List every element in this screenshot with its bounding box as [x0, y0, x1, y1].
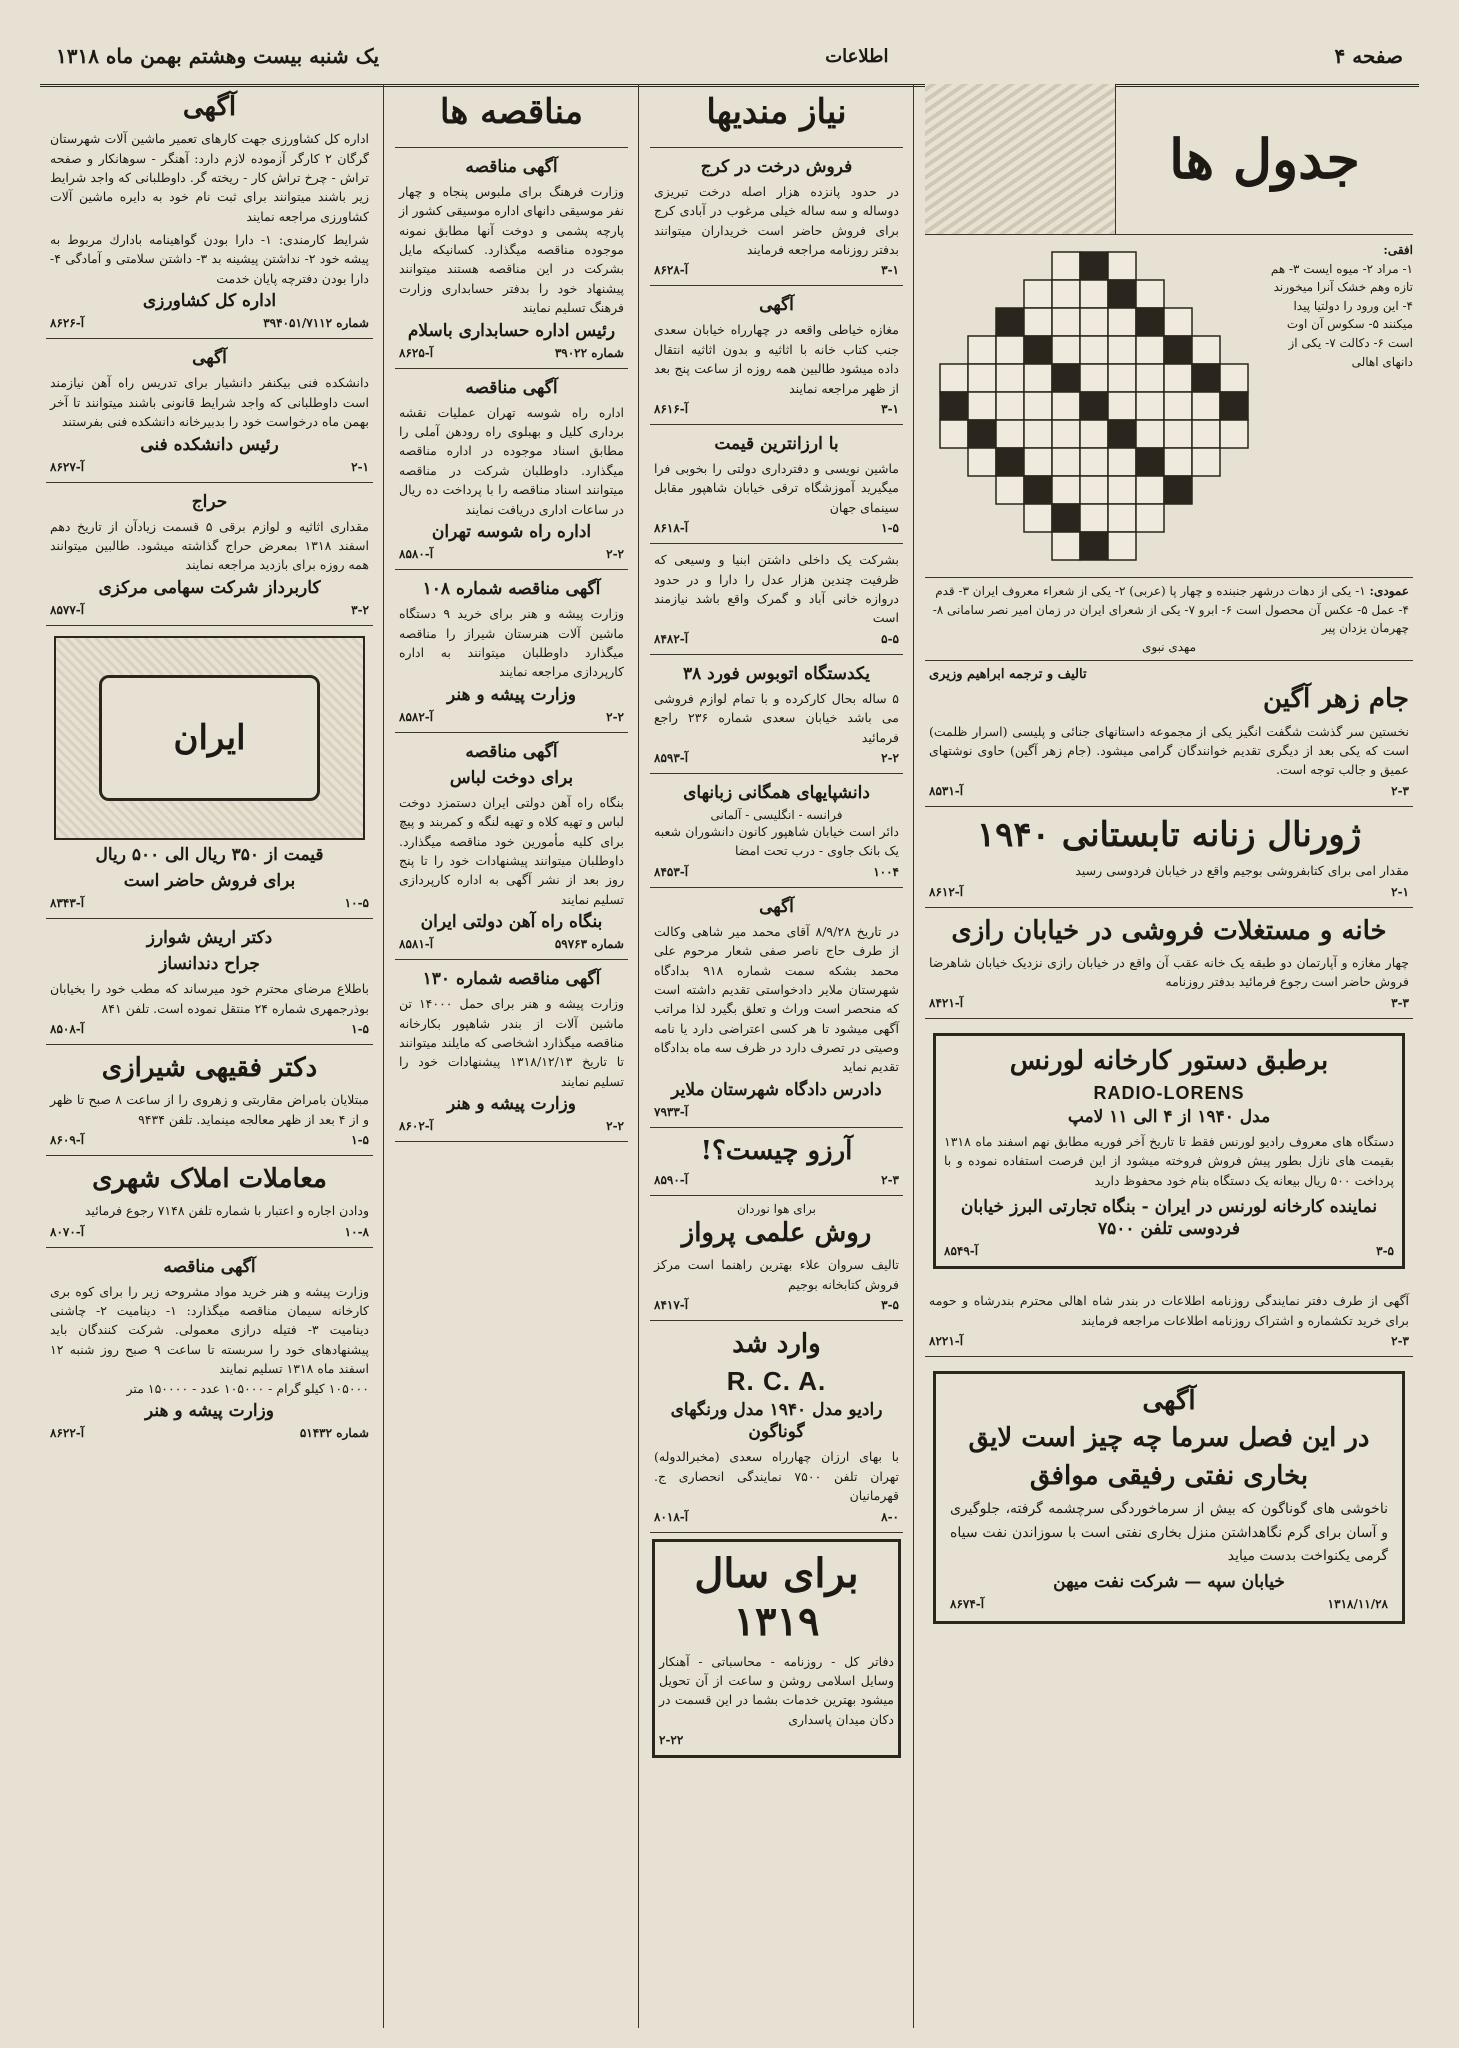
- ad-warehouse-num: ۵-۵: [881, 631, 899, 646]
- ad-agriculture-conditions: شرایط کارمندی: ۱- دارا بودن گواهینامه بادارك مربوط به پیشه خود ۲- نداشتن پیشینه بد ۳- داشتن سلامتی و آمادگی ۴- دارا بودن دفترچه پایان خدمت: [50, 232, 369, 286]
- tender-108-num: ۲-۲: [606, 709, 624, 724]
- ad-rca-radio: [650, 1321, 903, 1533]
- ad-auction-footer: کاربرداز شرکت سهامی مرکزی: [98, 577, 321, 598]
- crossword-cell: [1192, 336, 1220, 364]
- ad-court-notice-title: آگهی: [759, 896, 794, 917]
- crossword-title: جدول ها: [1169, 127, 1360, 191]
- crossword-cell: [1108, 364, 1136, 392]
- crossword-cell: [1136, 392, 1164, 420]
- ad-flight-book: [650, 1196, 903, 1321]
- crossword-credit: مهدی نبوی: [1141, 639, 1197, 654]
- crossword-cell: [1108, 448, 1136, 476]
- crossword-cell: [1108, 336, 1136, 364]
- crossword-cell: [996, 476, 1024, 504]
- tender-culture-title: آگهی مناقصه: [465, 156, 558, 177]
- crossword-cell: [1136, 308, 1164, 336]
- ad-dentist-title: دکتر اریش شوارز: [146, 928, 273, 949]
- crossword-grid: [925, 241, 1263, 571]
- ad-heater: [925, 1357, 1413, 1640]
- column-1: [919, 84, 1419, 2028]
- ad-warehouse-text: بشرکت یک داخلی داشتن ابنیا و وسیعی که ظرفیت چندین هزار عدل را دارا و در حدود دروازه خانی آباد و گمرک واقع باشد نیازمند است: [654, 552, 899, 626]
- ad-rca-radio-title: وارد شد: [732, 1329, 821, 1360]
- down-clues: [925, 578, 1413, 661]
- crossword-cell: [1024, 308, 1052, 336]
- page-number: صفحه ۴: [1334, 44, 1403, 68]
- crossword-cell: [1192, 364, 1220, 392]
- crossword-cell: [996, 336, 1024, 364]
- crossword-cell: [1108, 476, 1136, 504]
- ad-rca-radio-num: ۸-۰: [881, 1509, 899, 1524]
- ad-languages: [650, 774, 903, 888]
- crossword-cell: [1108, 308, 1136, 336]
- ad-dentist-text: باطلاع مرضای محترم خود میرساند که مطب خود را بخیابان بوذرجمهری شماره ۲۴ منتقل نموده است. تلفن ۸۴۱: [50, 981, 369, 1016]
- ad-carriage-code: آ-۸۳۴۳: [50, 896, 85, 911]
- crossword-cell: [1220, 392, 1248, 420]
- tender-culture: [395, 148, 628, 369]
- ad-jam-zahr-author: تالیف و ترجمه ابراهیم وزیری: [929, 667, 1087, 683]
- ad-radio-lorens-title: برطبق دستور کارخانه لورنس: [1009, 1045, 1329, 1076]
- crossword-cell: [1136, 420, 1164, 448]
- ad-radio-lorens-text: دستگاه های معروف رادیو لورنس فقط تا تاریخ آخر فوریه مطابق نهم اسفند ماه ۱۳۱۸ بقیمت های نازل بطور پیش فروش فروخته میشود از این فرصت استفاده نموده و با پرداخت ۵۰۰ ریال بیعانه یک دستگاه بنام خود محفوظ دارید: [944, 1134, 1394, 1188]
- ad-dentist: [46, 919, 373, 1045]
- ad-bus-num: ۲-۲: [881, 750, 899, 765]
- crossword-header: [925, 84, 1413, 235]
- ad-languages-sub: فرانسه - انگلیسی - آلمانی: [710, 808, 843, 823]
- crossword-cell: [968, 392, 996, 420]
- tender-roads-num: ۲-۲: [606, 547, 624, 562]
- ad-typing-school-num: ۱-۵: [881, 521, 899, 536]
- tender-culture-text: وزارت فرهنگ برای ملبوس پنجاه و چهار نفر موسیقی دانهای اداره موسیقی کشور از پارچه پشمی و دوخت آنها مطابق نمونه موجوده مناقصه میگذارد. کسانیکه مایل بشرکت در این مناقصه هستند میتوانند پیشنهاد خود را بدفتر حسابداری وزارت فرهنگ تسلیم نمایند: [399, 183, 624, 316]
- crossword-cell: [1024, 504, 1052, 532]
- crossword-cell: [940, 392, 968, 420]
- ad-tailor-shop-title: آگهی: [759, 295, 794, 316]
- tender-130-code: آ-۸۶۰۲: [399, 1119, 434, 1134]
- crossword-cell: [1024, 392, 1052, 420]
- crossword-cell: [1080, 280, 1108, 308]
- ad-flight-book-num: ۳-۵: [881, 1298, 899, 1313]
- crossword-cell: [1052, 476, 1080, 504]
- ad-jam-zahr: [925, 661, 1413, 806]
- crossword-cell: [996, 364, 1024, 392]
- down-label: عمودی:: [1369, 584, 1409, 598]
- crossword-cell: [1080, 448, 1108, 476]
- ad-typing-school-title: با ارزانترین قیمت: [714, 433, 839, 454]
- ad-tech-faculty-footer: رئیس دانشکده فنی: [140, 434, 279, 455]
- ad-auction: [46, 483, 373, 626]
- ad-agriculture-text: اداره کل کشاورزی جهت کارهای تعمیر ماشین آلات شهرستان گرگان ۲ کارگر آزموده لازم دارد: آهنگر - سوهانکار و صفحه تراش - چرخ تراش کار - ریخته گر. داوطلبانی که واجد شرایط زیر باشند میتوانند برای ثبت نام خود به دایره ماشین آلات کشاورزی مراجعه نمایند: [50, 131, 369, 224]
- tender-roads: [395, 369, 628, 570]
- ad-real-estate: [46, 1156, 373, 1248]
- tender-cement-footer: وزارت پیشه و هنر: [145, 1400, 274, 1421]
- crossword-cell: [1108, 280, 1136, 308]
- ad-court-notice-footer: دادرس دادگاه شهرستان ملایر: [671, 1079, 882, 1100]
- crossword-cell: [1052, 504, 1080, 532]
- across-text: ۱- مراد ۲- میوه ایست ۳- هم تازه وهم خشک آنرا میخورند ۴- این ورود را دولتیا پیدا میکنند ۵- سکوس آن اوت است ۶- دکالت ۷- یکی از دانهای اهالی: [1270, 261, 1413, 369]
- ad-rca-radio-sub: رادیو مدل ۱۹۴۰ مدل ورنگهای گوناگون: [670, 1400, 883, 1443]
- ad-year-1319: [652, 1539, 901, 1759]
- ad-jam-zahr-text: نخستین سر گذشت شگفت انگیز یکی از مجموعه داستانهای جنائی و پلیسی (اسرار ظلمت) است که یکی بعد از دیگری تقدیم خوانندگان گرامی میشود. (جام زهر آگین) حاوی نوشتهای عمیق و جالب توجه است.: [929, 723, 1409, 778]
- tender-cement: [46, 1248, 373, 1448]
- ad-court-notice-text: در تاریخ ۸/۹/۲۸ آقای محمد میر شاهی وکالت از طرف حاج ناصر صفی شعار مرحوم علی محمد بشکه سمت شماره ۹۱۸ بدادگاه شهرستان ملایر دادخواستی تقدیم داشته است که منحصر است وراث و تعلق بگیرد لذا مراتب آگهی میشود تا هر کسی اعتراضی دارد یا نامه وصیتی در تصرف دارد در ظرف سه ماه بدادگاه تقدیم نماید: [654, 923, 900, 1075]
- ad-dentist-code: آ-۸۵۰۸: [50, 1022, 85, 1037]
- ad-journal-code: آ-۸۶۱۲: [929, 884, 964, 899]
- tender-clothing-title: آگهی مناقصه: [465, 741, 558, 762]
- ad-heater-text: ناخوشی های گوناگون که بیش از سرماخوردگی سرچشمه گرفته، جلوگیری و آسان برای گرم نگاهداشتن منزل بخاری نفتی است با سوزاندن نفت سیاه گرمی یکنواخت بدست میاید: [950, 1500, 1388, 1565]
- crossword-cell: [1052, 420, 1080, 448]
- column-3: [389, 84, 634, 2028]
- crossword-cell: [1108, 504, 1136, 532]
- ad-real-estate-code: آ-۸۰۷۰: [50, 1224, 85, 1239]
- ad-typing-school: [650, 425, 903, 544]
- crossword-cell: [1024, 476, 1052, 504]
- crossword-cell: [1080, 476, 1108, 504]
- crossword-cell: [968, 364, 996, 392]
- ad-tree-sale-num: ۳-۱: [881, 263, 899, 278]
- ad-bus-title: یکدستگاه اتوبوس فورد ۳۸: [682, 663, 871, 684]
- crossword-cell: [968, 336, 996, 364]
- ad-tree-sale: [650, 148, 903, 287]
- crossword-cell: [1192, 420, 1220, 448]
- tender-cement-code: آ-۸۶۲۲: [50, 1425, 85, 1440]
- ad-bandarshah-text: آگهی از طرف دفتر نمایندگی روزنامه اطلاعات در بندر شاه اهالی محترم بندرشاه و حومه برای خرید تکشماره و اشتراک روزنامه اطلاعات مراجعه فرمایند: [929, 1293, 1409, 1328]
- ad-dentist-sub: جراح دندانساز: [159, 954, 260, 975]
- ad-warehouse-code: آ-۸۴۸۲: [654, 631, 689, 646]
- ad-auction-num: ۳-۲: [351, 602, 369, 617]
- ad-court-notice: [650, 888, 903, 1128]
- tender-cement-title: آگهی مناقصه: [163, 1256, 256, 1277]
- ad-typing-school-text: ماشین نویسی و دفترداری دولتی را بخوبی فرا میگیرید آموزشگاه ترقی خیابان شاهپور مقابل سینمای جهان: [654, 461, 899, 515]
- ad-agriculture-code: آ-۸۶۲۶: [50, 316, 85, 331]
- tender-culture-footer: رئیس اداره حسابداری باسلام: [407, 320, 616, 341]
- crossword-cell: [1052, 252, 1080, 280]
- ad-agriculture-num: شماره ۳۹۴۰۵۱/۷۱۱۲: [263, 316, 369, 331]
- tender-130-text: وزارت پیشه و هنر برای حمل ۱۴۰۰۰ تن ماشین آلات از بندر شاهپور بکارخانه مناقصه میگذارد اشخاصی که مایلند میتوانند تا تاریخ ۱۳۱۸/۱۲/۱۳ پیشنهادات خود را تسلیم نمایند: [399, 996, 625, 1089]
- ad-year-1319-title: برای سال ۱۳۱۹: [694, 1549, 859, 1645]
- ad-radio-lorens-num: ۳-۵: [1376, 1244, 1394, 1259]
- ad-warehouse: [650, 544, 903, 655]
- ad-tree-sale-text: در حدود پانزده هزار اصله درخت تبریزی دوساله و سه ساله خیلی مرغوب در آبادی کرج برای فروش حاضر است خریداران میتوانند بدفتر روزنامه مراجعه فرمایند: [654, 183, 899, 258]
- ad-heater-line2: بخاری نفتی رفیقی موافق: [1029, 1460, 1309, 1491]
- crossword-cell: [1192, 392, 1220, 420]
- crossword-cell: [996, 308, 1024, 336]
- crossword-cell: [1136, 364, 1164, 392]
- column-rule: [638, 84, 639, 2028]
- crossword-cell: [996, 420, 1024, 448]
- crossword-cell: [1220, 420, 1248, 448]
- crossword-cell: [1052, 392, 1080, 420]
- ad-heater-title: آگهی: [1142, 1386, 1196, 1417]
- ad-journal: [925, 807, 1413, 908]
- crossword-cell: [940, 364, 968, 392]
- ad-doctor-faghihi-title: دکتر فقیهی شیرازی: [101, 1053, 318, 1084]
- ad-tailor-shop-text: مغازه خیاطی واقعه در چهارراه خیابان سعدی جنب کتاب خانه با اثاثیه و بدون اثاثیه انتقال داده میشود طالبین همه روزه از ساعت پنج بعد از ظهر مراجعه نمایند: [654, 322, 899, 396]
- tender-108-footer: وزارت پیشه و هنر: [447, 684, 576, 705]
- ad-agriculture: [46, 84, 373, 339]
- tender-108: [395, 570, 628, 733]
- column-rule: [913, 84, 914, 2028]
- crossword-cell: [1052, 308, 1080, 336]
- column-rule: [383, 84, 384, 2028]
- ad-jam-zahr-num: ۲-۳: [1391, 783, 1409, 798]
- ad-real-estate-title: معاملات املاک شهری: [92, 1163, 327, 1194]
- ad-tech-faculty-code: آ-۸۶۲۷: [50, 459, 85, 474]
- ad-tech-faculty-title: آگهی: [192, 348, 227, 369]
- crossword-cell: [1080, 532, 1108, 560]
- tender-clothing-text: بنگاه راه آهن دولتی ایران دستمزد دوخت لباس و تهیه کلاه و تهیه لنگه و کمربند و پیچ برای کلیه مأمورین خود مناقصه میگذارد. داوطلبان میتوانند پیشنهادات خود را تا پنج روز بعد از نشر آگهی به اداره کارپردازی تسلیم نمایند: [399, 794, 624, 907]
- crossword-section: [925, 235, 1413, 578]
- tender-cement-text: وزارت پیشه و هنر خرید مواد مشروحه زیر را برای کوه بری کارخانه سیمان مناقصه میگذارد: ۱- دینامیت ۲- چاشنی دینامیت ۳- فتیله درازی معمولی. شرکت کنندگان باید پیشنهادهای خود را سربسته تا ساعت ۹ صبح روز شنبه ۱۲ اسفند ماه ۱۳۱۸ تسلیم نمایند: [50, 1283, 369, 1377]
- tender-clothing-footer: بنگاه راه آهن دولتی ایران: [420, 912, 603, 933]
- ad-doctor-faghihi: [46, 1045, 373, 1156]
- crossword-cell: [1192, 448, 1220, 476]
- ad-tech-faculty-text: دانشکده فنی بیکنفر دانشیار برای تدریس راه آهن نیازمند است داوطلبانی که واجد شرایط قانونی باشند میتوانند تا آخر بهمن ماه درخواست خود را بدبیرخانه دانشکده فنی بفرستند: [50, 375, 369, 430]
- ad-carriage-num: ۱۰-۵: [344, 896, 369, 911]
- ad-heater-line1: در این فصل سرما چه چیز است لایق: [968, 1423, 1370, 1454]
- ad-jam-zahr-code: آ-۸۵۳۱: [929, 783, 964, 798]
- ad-wish-num: ۲-۳: [881, 1173, 899, 1188]
- ad-tailor-shop: [650, 286, 903, 425]
- tender-cement-items: ۱۰۵۰۰۰ کیلو گرام - ۱۰۵۰۰۰ عدد - ۱۵۰۰۰۰ متر: [126, 1380, 369, 1396]
- tender-culture-num: شماره ۳۹۰۲۲: [554, 345, 624, 360]
- across-label: افقی:: [1383, 243, 1413, 257]
- crossword-cell: [1136, 476, 1164, 504]
- tender-130-footer: وزارت پیشه و هنر: [447, 1094, 576, 1115]
- ad-bus-text: ۵ ساله بحال کارکرده و با تمام لوازم فروشی می باشد خیابان سعدی شماره ۲۳۶ راجع فرمائید: [654, 690, 899, 745]
- crossword-cell: [1052, 280, 1080, 308]
- columns: [40, 84, 1419, 2028]
- ad-court-notice-code: آ-۷۹۳۳: [654, 1104, 689, 1119]
- tenders-section-header: [395, 84, 628, 148]
- ad-auction-code: آ-۸۵۷۷: [50, 602, 85, 617]
- ad-house-razi-code: آ-۸۴۲۱: [929, 995, 964, 1010]
- ad-wish-code: آ-۸۵۹۰: [654, 1173, 689, 1188]
- crossword-cell: [1052, 532, 1080, 560]
- ad-bandarshah-num: ۲-۳: [1391, 1334, 1409, 1349]
- ad-radio-lorens-agent: نماینده کارخانه لورنس در ایران - بنگاه تجارتی البرز خیابان فردوسی تلفن ۷۵۰۰: [960, 1197, 1378, 1240]
- crossword-cell: [1164, 364, 1192, 392]
- down-text: ۱- یکی از دهات درشهر جنبنده و چهار پا (عربی) ۲- یکی از شعراء معروف ایران ۳- قدم ۴- عمل ۵- عکس آن محصول است ۶- ابرو ۷- یکی از شعرای ایران در زمان امیر نصر سامانی ۸- چهرمان یزدان پیر: [932, 584, 1409, 636]
- tender-roads-title: آگهی مناقصه: [465, 377, 558, 398]
- ad-heater-code: آ-۸۶۷۴: [950, 1597, 985, 1612]
- ad-flight-book-title: روش علمی پرواز: [681, 1218, 872, 1249]
- crossword-cell: [996, 392, 1024, 420]
- ad-radio-lorens: [925, 1019, 1413, 1286]
- crossword-cell: [940, 420, 968, 448]
- tender-clothing-sub: برای دوخت لباس: [449, 767, 574, 788]
- ad-radio-lorens-brand: RADIO-LORENS: [1093, 1082, 1245, 1103]
- ad-rca-radio-text: با بهای ارزان چهارراه سعدی (مخبرالدوله) تهران تلفن ۷۵۰۰ نمایندگی انحصاری ج. قهرمانیان: [654, 1449, 899, 1504]
- column-4: [40, 84, 379, 2028]
- crossword-cell: [1136, 448, 1164, 476]
- ad-auction-text: مقداری اثاثیه و لوازم برقی ۵ قسمت زیادآن از تاریخ دهم اسفند ۱۳۱۸ بمعرض حراج گذاشته میشود. طالبین میتوانند همه روزه برای بازدید مراجعه نمایند: [50, 518, 369, 573]
- needs-section-header: [650, 84, 903, 148]
- ad-languages-code: آ-۸۴۵۳: [654, 864, 689, 879]
- ad-languages-text: دائر است خیابان شاهپور کانون دانشوران شعبه یک بانک جاوی - درب تحت امضا: [654, 824, 899, 859]
- ad-real-estate-text: ودادن اجاره و اعتبار با شماره تلفن ۷۱۴۸ رجوع فرمائید: [84, 1203, 369, 1219]
- crossword-cell: [1136, 336, 1164, 364]
- ad-carriage-price: قیمت از ۳۵۰ ریال الی ۵۰۰ ریال: [95, 844, 324, 865]
- tender-108-title: آگهی مناقصه شماره ۱۰۸: [422, 579, 601, 600]
- ad-tech-faculty-num: ۲-۱: [351, 459, 369, 474]
- crossword-cell: [968, 448, 996, 476]
- crossword-cell: [968, 420, 996, 448]
- needs-section-title: نیاز مندیها: [706, 92, 847, 132]
- ad-auction-title: حراج: [191, 491, 228, 512]
- tender-roads-code: آ-۸۵۸۰: [399, 547, 434, 562]
- crossword-cell: [1108, 392, 1136, 420]
- crossword-grid-svg: [929, 241, 1259, 571]
- tenders-section-title: مناقصه ها: [440, 92, 583, 132]
- ad-jam-zahr-title: جام زهر آگین: [1262, 684, 1409, 715]
- crossword-cell: [1024, 280, 1052, 308]
- ad-bandarshah: [925, 1285, 1413, 1357]
- tender-108-text: وزارت پیشه و هنر برای خرید ۹ دستگاه ماشین آلات هنرستان شیراز را مناقصه میگذارد داوطلبان میتوانند به اداره کارپردازی مراجعه نمایند: [399, 606, 625, 680]
- ad-carriage-text: برای فروش حاضر است: [123, 871, 296, 891]
- crossword-cell: [996, 448, 1024, 476]
- crossword-cell: [1080, 364, 1108, 392]
- ad-tree-sale-title: فروش درخت در کرج: [700, 156, 853, 177]
- crossword-cell: [1136, 504, 1164, 532]
- tender-roads-text: اداره راه شوسه تهران عملیات نقشه برداری کلیل و بهبلوی راه رودهن آملی را مطابق اسناد موجوده در اداره مناقصه میگذارد. داوطلبان شرکت در مناقصه میتوانند اسناد مناقصه را با پرداخت ده ریال در ساعات اداری دریافت نمایند: [399, 404, 624, 517]
- crossword-cell: [1080, 308, 1108, 336]
- tender-130: [395, 960, 628, 1142]
- crossword-cell: [1136, 280, 1164, 308]
- crossword-cell: [1164, 392, 1192, 420]
- ad-heater-box: [933, 1371, 1405, 1624]
- crossword-illustration-image: [925, 84, 1116, 234]
- crossword-cell: [1080, 504, 1108, 532]
- crossword-cell: [1164, 476, 1192, 504]
- tender-108-code: آ-۸۵۸۲: [399, 709, 434, 724]
- crossword-cell: [1052, 336, 1080, 364]
- ad-journal-num: ۲-۱: [1391, 884, 1409, 899]
- ad-bus-code: آ-۸۵۹۳: [654, 750, 689, 765]
- issue-date: یک شنبه بیست وهشتم بهمن ماه ۱۳۱۸: [56, 44, 380, 68]
- crossword-cell: [1024, 420, 1052, 448]
- crossword-cell: [1220, 364, 1248, 392]
- ad-flight-book-pre: برای هوا نوردان: [736, 1202, 816, 1217]
- tender-roads-footer: اداره راه شوسه تهران: [431, 521, 592, 542]
- ad-tech-faculty: [46, 339, 373, 482]
- newspaper-name: اطلاعات: [825, 45, 889, 67]
- ad-journal-title: ژورنال زنانه تابستانی ۱۹۴۰: [976, 814, 1362, 855]
- ad-flight-book-text: تالیف سروان علاء بهترین راهنما است مرکز فروش کتابخانه بوجیم: [654, 1257, 899, 1292]
- crossword-cell: [1024, 364, 1052, 392]
- tender-130-title: آگهی مناقصه شماره ۱۳۰: [422, 969, 601, 990]
- ad-wish-title: آرزو چیست؟!: [700, 1135, 853, 1166]
- ad-house-razi-num: ۳-۳: [1391, 995, 1409, 1010]
- ad-doctor-faghihi-code: آ-۸۶۰۹: [50, 1132, 85, 1147]
- ad-radio-lorens-model: مدل ۱۹۴۰ از ۴ الی ۱۱ لامپ: [1067, 1106, 1271, 1127]
- ad-rca-radio-brand: R. C. A.: [726, 1366, 827, 1397]
- masthead: [40, 30, 1419, 87]
- tender-cement-num: شماره ۵۱۴۳۲: [299, 1425, 369, 1440]
- ad-tailor-shop-code: آ-۸۶۱۶: [654, 401, 689, 416]
- crossword-cell: [1024, 336, 1052, 364]
- ad-languages-num: ۱۰۰۴: [873, 864, 899, 879]
- ad-tailor-shop-num: ۳-۱: [881, 401, 899, 416]
- crossword-cell: [1164, 308, 1192, 336]
- ad-doctor-faghihi-num: ۱-۵: [351, 1132, 369, 1147]
- ad-house-razi-title: خانه و مستغلات فروشی در خیابان رازی: [951, 915, 1387, 946]
- ad-radio-lorens-box: [933, 1033, 1405, 1270]
- crossword-cell: [1080, 336, 1108, 364]
- ad-year-1319-code: ۲-۲۲: [659, 1733, 684, 1748]
- tender-clothing-code: آ-۸۵۸۱: [399, 937, 434, 952]
- ad-typing-school-code: آ-۸۶۱۸: [654, 521, 689, 536]
- crossword-cell: [1164, 448, 1192, 476]
- tender-clothing: [395, 733, 628, 961]
- ad-year-1319-text: دفاتر کل - روزنامه - محاسباتی - آهنکار وسایل اسلامی روشن و ساعت از آن تحویل میشود بهترین خدمات بشما در این قسمت در دکان میدان پاسداری: [659, 1653, 894, 1727]
- crossword-cell: [1080, 392, 1108, 420]
- crossword-cell: [1052, 448, 1080, 476]
- ad-agriculture-footer: اداره کل کشاورزی: [142, 291, 277, 312]
- ad-dentist-num: ۱-۵: [351, 1022, 369, 1037]
- crossword-cell: [1024, 448, 1052, 476]
- ad-doctor-faghihi-text: مبتلایان بامراض مقاربتی و زهروی را از ساعت ۸ صبح تا ظهر و از ۴ بعد از ظهر معالجه مینماید. تلفن ۹۴۳۴: [50, 1092, 369, 1127]
- crossword-cell: [1108, 252, 1136, 280]
- ad-languages-title: دانشپایهای همگانی زبانهای: [683, 782, 870, 803]
- tender-culture-code: آ-۸۶۲۵: [399, 345, 434, 360]
- crossword-cell: [1108, 420, 1136, 448]
- carriage-illustration-image: [54, 636, 365, 840]
- crossword-cell: [1164, 420, 1192, 448]
- across-clues: [1263, 241, 1413, 571]
- ad-agriculture-title: آگهی: [182, 92, 237, 122]
- ad-journal-text: مقدار امی برای کتابفروشی بوجیم واقع در خیابان فردوسی رسید: [1075, 863, 1409, 879]
- ad-flight-book-code: آ-۸۴۱۷: [654, 1298, 689, 1313]
- carriage-label: ایران: [99, 675, 320, 801]
- crossword-cell: [1080, 252, 1108, 280]
- ad-radio-lorens-code: آ-۸۵۴۹: [944, 1244, 979, 1259]
- ad-bandarshah-code: آ-۸۲۲۱: [929, 1334, 964, 1349]
- ad-house-razi: [925, 908, 1413, 1019]
- tender-clothing-num: شماره ۵۹۷۶۳: [554, 937, 624, 952]
- crossword-cell: [1164, 336, 1192, 364]
- crossword-cell: [1108, 532, 1136, 560]
- tender-130-num: ۲-۲: [606, 1119, 624, 1134]
- crossword-cell: [1052, 364, 1080, 392]
- ad-real-estate-num: ۱۰-۸: [344, 1224, 369, 1239]
- column-2: [644, 84, 909, 2028]
- crossword-cell: [1080, 420, 1108, 448]
- ad-wish: [650, 1128, 903, 1196]
- ad-bus: [650, 655, 903, 774]
- ad-heater-footer: خیابان سپه — شرکت نفت میهن: [1053, 1572, 1285, 1593]
- ad-house-razi-text: چهار مغازه و آپارتمان دو طبقه یک خانه عقب آن واقع در خیابان رازی نزدیک خیابان شاهرضا فروش حاضر است رجوع فرمائید بدفتر روزنامه: [929, 955, 1409, 990]
- ad-heater-date: ۱۳۱۸/۱۱/۲۸: [1327, 1597, 1388, 1612]
- ad-rca-radio-code: آ-۸۰۱۸: [654, 1509, 689, 1524]
- ad-tree-sale-code: آ-۸۶۲۸: [654, 263, 689, 278]
- ad-baby-carriage: [46, 626, 373, 919]
